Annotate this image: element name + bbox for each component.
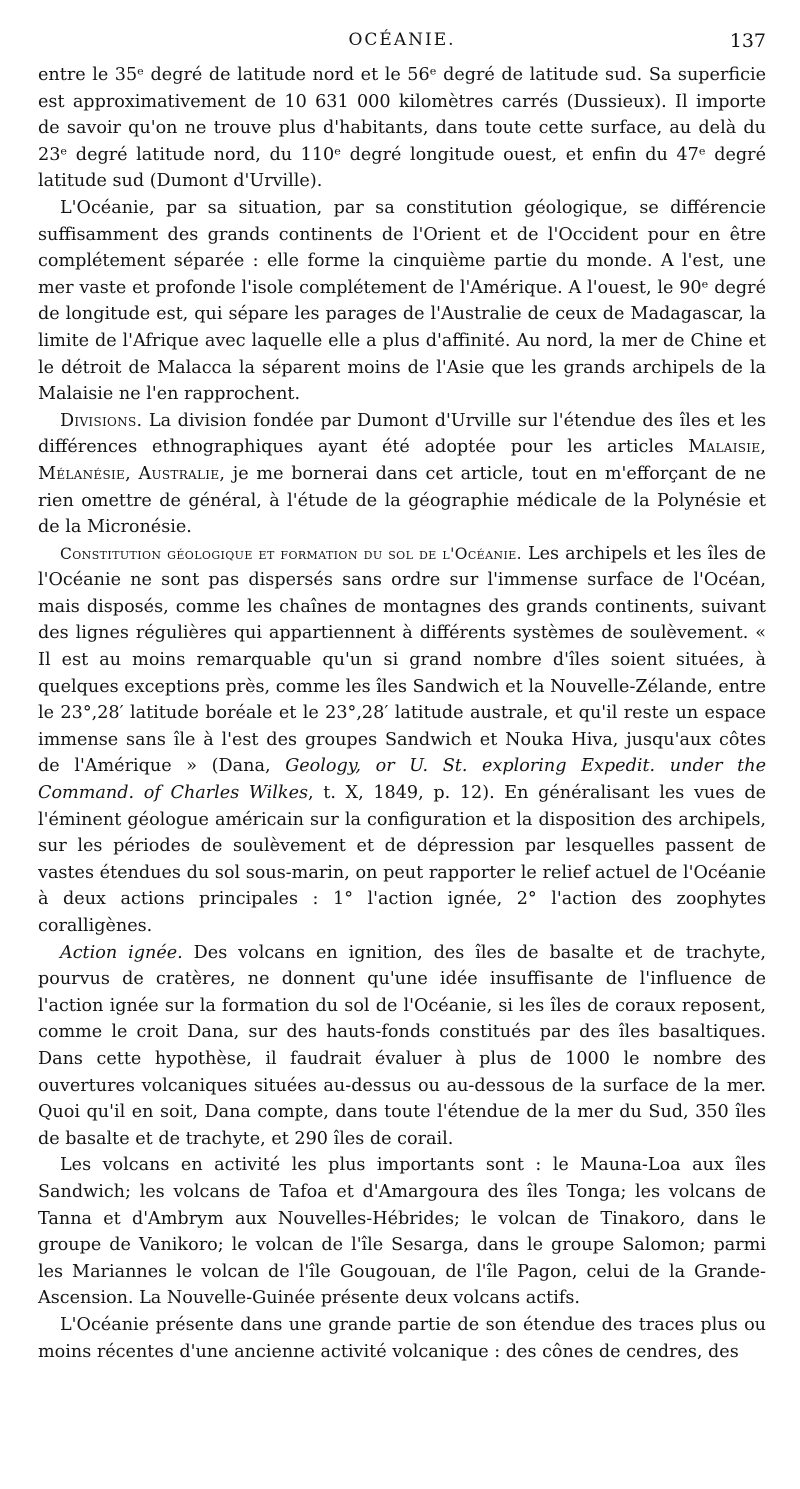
paragraph-text: Des volcans en ignition, des îles de basalte et de trachyte, pourvus de cratères, ne donnent qu'une idée insuffisante de l'influence de l'action ignée sur la formation du sol de l'Océanie, si les îles de coraux reposent, comme le croit Dana, sur des hauts-fonds constitués par des îles basaltiques. Dans cette hypothèse, il faudrait évaluer à plus de 1000 le nombre des ouvertures volcaniques situées au-dessus ou au-dessous de la surface de la mer. Quoi qu'il en soit, Dana compte, dans toute l'étendue de la mer du Sud, 350 îles de basalte et de trachyte, et 290 îles de corail. — [38, 942, 766, 1149]
paragraph-text: Les archipels et les îles de l'Océanie ne sont pas dispersés sans ordre sur l'immense surface de l'Océan, mais disposés, comme les chaînes de montagnes des grands continents, suivant des lignes régulières qui appartiennent à différents systèmes de soulèvement. « Il est au moins remarquable qu'un si grand nombre d'îles soient situées, à quelques exceptions près, comme les îles Sandwich et la Nouvelle-Zélande, entre le 23°,28′ latitude boréale et le 23°,28′ latitude australe, et qu'il reste un espace immense sans île à l'est des groupes Sandwich et Nouka Hiva, jusqu'aux côtes de l'Amérique » (Dana, — [38, 543, 767, 777]
article-ref-australie: Australie — [138, 463, 220, 484]
body-text — [38, 62, 766, 1365]
paragraph-text: , t. X, 1849, p. 12). En généralisant les vues de l'éminent géologue américain sur la configuration et la disposition des archipels, sur les périodes de soulèvement et de dépression par lesquelles passent de vastes étendues du sol sous-marin, on peut rapporter le relief actuel de l'Océanie à deux actions principales : 1° l'action ignée, 2° l'action des zoophytes coralligènes. — [38, 783, 766, 936]
separator: , — [760, 437, 766, 458]
article-ref-melanesie: Mélanésie — [38, 463, 126, 484]
subsection-heading-action-ignee: Action ignée. — [60, 942, 183, 963]
paragraph-volcans: Les volcans en activité les plus importants sont : le Mauna-Loa aux îles Sandwich; les volcans de Tafoa et d'Amargoura des îles Tonga; les volcans de Tanna et d'Ambrym aux Nouvelles-Hébrides; le volcan de Tinakoro, dans le groupe de Vanikoro; le volcan de l'île Sesarga, dans le groupe Salomon; parmi les Mariannes le volcan de l'île Gougouan, de l'île Pagon, celui de la Grande-Ascension. La Nouvelle-Guinée présente deux volcans actifs. — [38, 1155, 766, 1309]
citation-title: Geology, or U. St. exploring Expedit. under the Command. of Charles Wilkes — [38, 756, 767, 804]
page-header — [38, 28, 766, 62]
paragraph-divisions — [38, 408, 766, 541]
section-heading-divisions: Divisions. — [60, 410, 143, 431]
paragraph-continuation: entre le 35ᵉ degré de latitude nord et le 56ᵉ degré de latitude sud. Sa superficie est approximativement de 10 631 000 kilomètres carrés (Dussieux). Il importe de savoir qu'on ne trouve plus d'habitants, dans toute cette surface, au delà du 23ᵉ degré latitude nord, du 110ᵉ degré longitude ouest, et enfin du 47ᵉ degré latitude sud (Dumont d'Urville). — [38, 65, 766, 192]
paragraph-text: La division fondée par Dumont d'Urville sur l'étendue des îles et les différences ethnographiques ayant été adoptée pour les articles — [38, 410, 766, 458]
separator: , — [125, 463, 139, 484]
paragraph-activite-volcanique: L'Océanie présente dans une grande partie de son étendue des traces plus ou moins récentes d'une ancienne activité volcanique : des cônes de cendres, des — [38, 1314, 766, 1362]
paragraph-text: , je me bornerai dans cet article, tout en m'efforçant de ne rien omettre de général, à l'étude de la géographie médicale de la Polynésie et de la Micronésie. — [38, 463, 766, 538]
page-number: 137 — [729, 30, 766, 52]
paragraph-situation: L'Océanie, par sa situation, par sa constitution géologique, se différencie suffisamment des grands continents de l'Orient et de l'Occident pour en être complétement séparée : elle forme la cinquième partie du monde. A l'est, une mer vaste et profonde l'isole complétement de l'Amérique. A l'ouest, le 90ᵉ degré de longitude est, qui sépare les parages de l'Australie de ceux de Madagascar, la limite de l'Afrique avec laquelle elle a plus d'affinité. Au nord, la mer de Chine et le détroit de Malacca la séparent moins de l'Asie que les grands archipels de la Malaisie ne l'en rapprochent. — [38, 197, 766, 405]
paragraph-constitution — [38, 541, 766, 940]
article-ref-malaisie: Malaisie — [688, 437, 761, 458]
running-head: OCÉANIE. — [348, 30, 456, 50]
section-heading-constitution: Constitution géologique et formation du sol de l'Océanie. — [60, 544, 522, 563]
paragraph-action-ignee — [38, 940, 766, 1153]
